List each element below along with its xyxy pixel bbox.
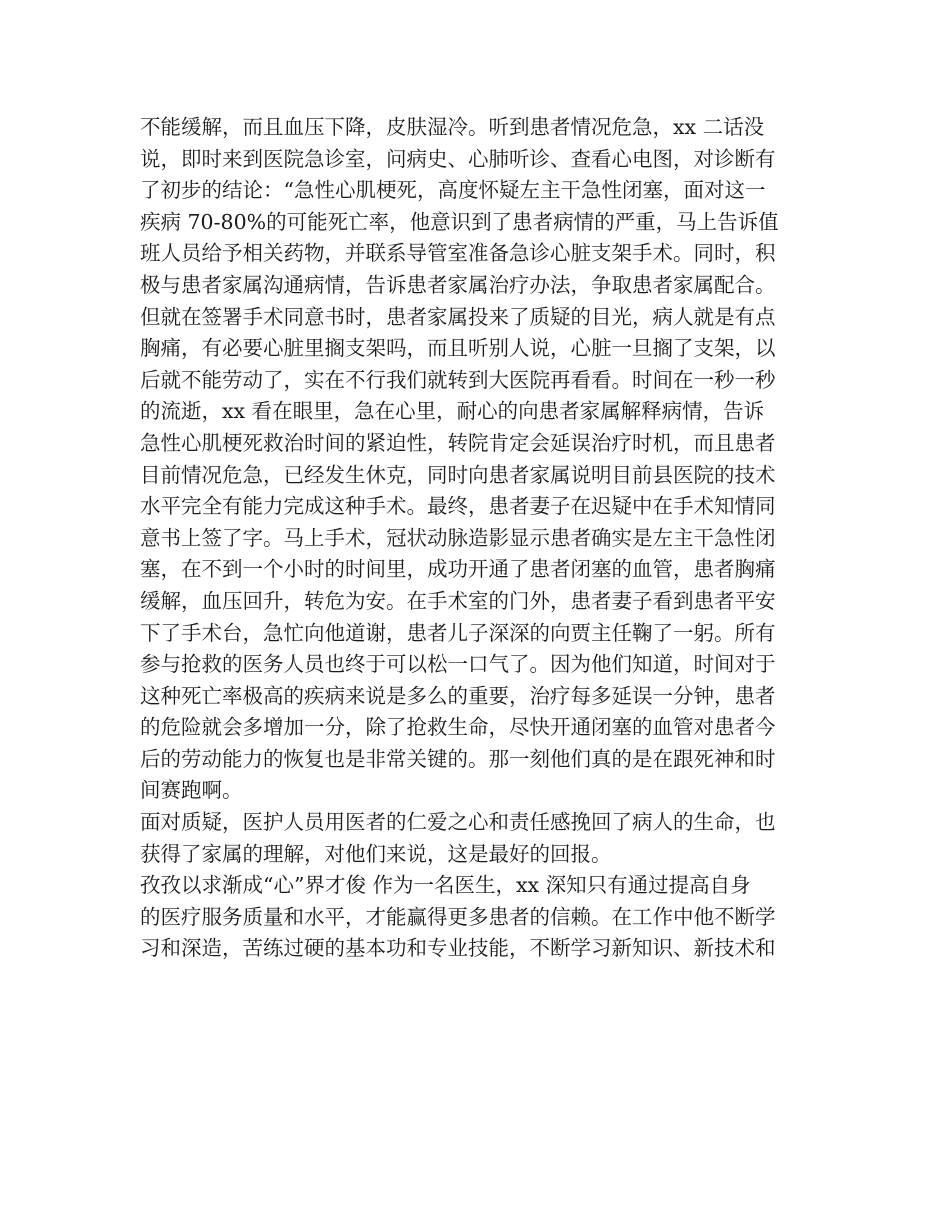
text-line: 说，即时来到医院急诊室，问病史、心肺听诊、查看心电图，对诊断有	[140, 146, 776, 171]
document-body-text	[140, 112, 820, 965]
text-line: 意书上签了字。马上手术，冠状动脉造影显示患者确实是左主干急性闭	[140, 525, 776, 550]
text-line: 这种死亡率极高的疾病来说是多么的重要，治疗每多延误一分钟，患者	[140, 683, 776, 708]
text-line: 班人员给予相关药物，并联系导管室准备急诊心脏支架手术。同时，积	[140, 241, 776, 266]
text-line: 缓解，血压回升，转危为安。在手术室的门外，患者妻子看到患者平安	[140, 588, 776, 613]
text-line: 胸痛，有必要心脏里搁支架吗，而且听别人说，心脏一旦搁了支架，以	[140, 336, 776, 361]
text-line: 后就不能劳动了，实在不行我们就转到大医院再看看。时间在一秒一秒	[140, 367, 776, 392]
text-line: 疾病 70-80%的可能死亡率，他意识到了患者病情的严重，马上告诉值	[140, 209, 779, 234]
text-line: 目前情况危急，已经发生休克，同时向患者家属说明目前县医院的技术	[140, 462, 776, 487]
text-line: 但就在签署手术同意书时，患者家属投来了质疑的目光，病人就是有点	[140, 304, 776, 329]
text-line: 面对质疑，医护人员用医者的仁爱之心和责任感挽回了病人的生命，也	[140, 810, 776, 835]
text-line: 塞，在不到一个小时的时间里，成功开通了患者闭塞的血管，患者胸痛	[140, 557, 776, 582]
text-line: 间赛跑啊。	[140, 778, 243, 803]
text-line: 下了手术台，急忙向他道谢，患者儿子深深的向贾主任鞠了一躬。所有	[140, 620, 776, 645]
text-line: 的流逝，xx 看在眼里，急在心里，耐心的向患者家属解释病情，告诉	[140, 399, 765, 424]
text-line: 孜孜以求渐成“心”界才俊 作为一名医生，xx 深知只有通过提高自身	[140, 873, 751, 898]
text-line: 的医疗服务质量和水平，才能赢得更多患者的信赖。在工作中他不断学	[140, 904, 776, 929]
text-line: 后的劳动能力的恢复也是非常关键的。那一刻他们真的是在跟死神和时	[140, 746, 776, 771]
text-line: 极与患者家属沟通病情，告诉患者家属治疗办法，争取患者家属配合。	[140, 272, 776, 297]
text-line: 了初步的结论：“急性心肌梗死，高度怀疑左主干急性闭塞，面对这一	[140, 178, 766, 203]
text-line: 水平完全有能力完成这种手术。最终，患者妻子在迟疑中在手术知情同	[140, 494, 776, 519]
text-line: 习和深造，苦练过硬的基本功和专业技能，不断学习新知识、新技术和	[140, 936, 776, 961]
text-line: 获得了家属的理解，对他们来说，这是最好的回报。	[140, 841, 612, 866]
text-line: 的危险就会多增加一分，除了抢救生命，尽快开通闭塞的血管对患者今	[140, 715, 776, 740]
text-line: 急性心肌梗死救治时间的紧迫性，转院肯定会延误治疗时机，而且患者	[140, 430, 776, 455]
text-line: 参与抢救的医务人员也终于可以松一口气了。因为他们知道，时间对于	[140, 652, 776, 677]
text-line: 不能缓解，而且血压下降，皮肤湿冷。听到患者情况危急，xx 二话没	[140, 115, 765, 139]
